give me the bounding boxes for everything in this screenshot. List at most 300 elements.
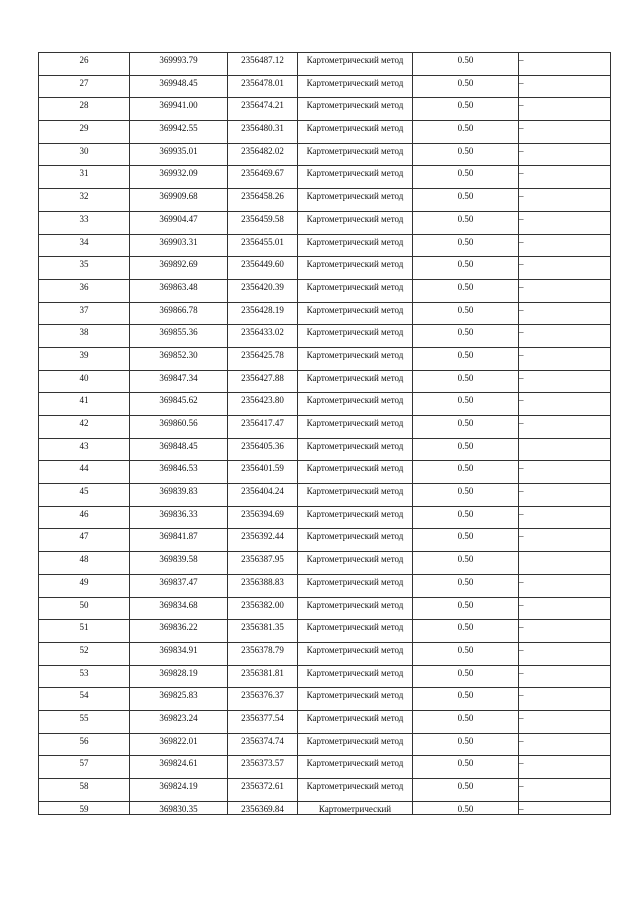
point-number-cell-text: 36	[79, 281, 89, 292]
table-row	[39, 143, 611, 166]
method-cell-text: Картометрический метод	[306, 599, 404, 610]
accuracy-cell	[413, 166, 519, 189]
x-coordinate-cell-text: 369834.91	[159, 644, 198, 655]
method-cell	[298, 642, 413, 665]
note-cell-text: –	[519, 599, 524, 610]
x-coordinate-cell	[130, 574, 228, 597]
point-number-cell-text: 26	[79, 55, 89, 65]
x-coordinate-cell	[130, 325, 228, 348]
point-number-cell-text: 58	[79, 781, 89, 791]
method-cell	[298, 438, 413, 461]
x-coordinate-cell-text: 369845.62	[159, 395, 198, 406]
note-cell	[519, 370, 611, 393]
y-coordinate-cell-text: 2356376.37	[241, 690, 284, 701]
y-coordinate-cell	[228, 484, 298, 507]
y-coordinate-cell	[228, 665, 298, 688]
accuracy-cell	[413, 574, 519, 597]
accuracy-cell-text: 0.50	[457, 418, 474, 428]
x-coordinate-cell	[130, 75, 228, 98]
accuracy-cell	[413, 484, 519, 507]
method-cell	[298, 166, 413, 189]
accuracy-cell	[413, 189, 519, 212]
table-row	[39, 710, 611, 733]
point-number-cell	[39, 574, 130, 597]
y-coordinate-cell-text: 2356381.81	[241, 667, 284, 678]
accuracy-cell-text: 0.50	[457, 304, 474, 315]
note-cell-text: –	[519, 395, 524, 406]
y-coordinate-cell	[228, 552, 298, 575]
x-coordinate-cell	[130, 506, 228, 529]
accuracy-cell	[413, 779, 519, 802]
method-cell-text: Картометрический метод	[306, 191, 404, 202]
accuracy-cell-text: 0.50	[457, 599, 474, 610]
method-cell	[298, 416, 413, 439]
x-coordinate-cell-text: 369822.01	[159, 735, 198, 746]
x-coordinate-cell-text: 369824.19	[159, 781, 198, 791]
note-cell-text: –	[519, 55, 524, 65]
point-number-cell-text: 39	[79, 349, 89, 360]
x-coordinate-cell	[130, 801, 228, 814]
point-number-cell	[39, 166, 130, 189]
y-coordinate-cell	[228, 121, 298, 144]
x-coordinate-cell	[130, 484, 228, 507]
accuracy-cell-text: 0.50	[457, 803, 474, 814]
method-cell-text: Картометрический метод	[306, 349, 404, 360]
accuracy-cell	[413, 506, 519, 529]
y-coordinate-cell	[228, 710, 298, 733]
accuracy-cell-text: 0.50	[457, 123, 474, 134]
x-coordinate-cell	[130, 416, 228, 439]
point-number-cell-text: 45	[79, 486, 89, 497]
accuracy-cell	[413, 370, 519, 393]
x-coordinate-cell	[130, 211, 228, 234]
x-coordinate-cell-text: 369830.35	[159, 803, 198, 814]
y-coordinate-cell	[228, 597, 298, 620]
method-cell	[298, 688, 413, 711]
method-cell-text: Картометрический метод	[306, 531, 404, 542]
y-coordinate-cell	[228, 257, 298, 280]
note-cell-text	[519, 439, 610, 441]
x-coordinate-cell	[130, 779, 228, 802]
x-coordinate-cell	[130, 733, 228, 756]
x-coordinate-cell-text: 369852.30	[159, 349, 198, 360]
point-number-cell	[39, 779, 130, 802]
note-cell-text: –	[519, 191, 524, 202]
accuracy-cell-text: 0.50	[457, 554, 474, 565]
x-coordinate-cell-text: 369941.00	[159, 100, 198, 111]
point-number-cell	[39, 143, 130, 166]
point-number-cell	[39, 461, 130, 484]
accuracy-cell-text: 0.50	[457, 372, 474, 383]
table-row	[39, 642, 611, 665]
note-cell	[519, 688, 611, 711]
y-coordinate-cell	[228, 438, 298, 461]
method-cell-text: Картометрический метод	[306, 55, 404, 65]
table-row	[39, 370, 611, 393]
accuracy-cell	[413, 416, 519, 439]
x-coordinate-cell	[130, 529, 228, 552]
y-coordinate-cell	[228, 189, 298, 212]
method-cell	[298, 257, 413, 280]
note-cell-text: –	[519, 486, 524, 497]
note-cell	[519, 98, 611, 121]
x-coordinate-cell	[130, 121, 228, 144]
point-number-cell-text: 57	[79, 758, 89, 769]
y-coordinate-cell	[228, 574, 298, 597]
point-number-cell	[39, 529, 130, 552]
table-row	[39, 801, 611, 814]
x-coordinate-cell-text: 369909.68	[159, 191, 198, 202]
note-cell	[519, 710, 611, 733]
accuracy-cell	[413, 393, 519, 416]
y-coordinate-cell-text: 2356458.26	[241, 191, 284, 202]
table-row	[39, 347, 611, 370]
y-coordinate-cell-text: 2356433.02	[241, 327, 284, 338]
y-coordinate-cell-text: 2356478.01	[241, 77, 284, 88]
method-cell-text: Картометрический метод	[306, 304, 404, 315]
x-coordinate-cell-text: 369932.09	[159, 168, 198, 179]
y-coordinate-cell-text: 2356377.54	[241, 712, 284, 723]
x-coordinate-cell-text: 369839.58	[159, 554, 198, 565]
note-cell-text: –	[519, 100, 524, 111]
accuracy-cell-text: 0.50	[457, 735, 474, 746]
note-cell	[519, 779, 611, 802]
note-cell	[519, 393, 611, 416]
y-coordinate-cell-text: 2356372.61	[241, 781, 284, 791]
x-coordinate-cell-text: 369836.33	[159, 508, 198, 519]
method-cell-text: Картометрический метод	[306, 486, 404, 497]
point-number-cell	[39, 75, 130, 98]
point-number-cell-text: 46	[79, 508, 89, 519]
note-cell	[519, 665, 611, 688]
y-coordinate-cell	[228, 461, 298, 484]
point-number-cell	[39, 665, 130, 688]
accuracy-cell-text: 0.50	[457, 690, 474, 701]
accuracy-cell-text: 0.50	[457, 508, 474, 519]
note-cell-text: –	[519, 145, 524, 156]
method-cell-text: Картометрический метод	[306, 259, 404, 270]
table-row	[39, 325, 611, 348]
method-cell-text: Картометрический метод	[306, 781, 404, 791]
method-cell	[298, 143, 413, 166]
accuracy-cell	[413, 257, 519, 280]
y-coordinate-cell-text: 2356428.19	[241, 304, 284, 315]
table-row	[39, 416, 611, 439]
note-cell	[519, 756, 611, 779]
method-cell-text: Картометрический метод	[306, 440, 404, 451]
y-coordinate-cell	[228, 370, 298, 393]
method-cell-text: Картометрический метод	[306, 690, 404, 701]
y-coordinate-cell	[228, 642, 298, 665]
x-coordinate-cell	[130, 370, 228, 393]
y-coordinate-cell	[228, 779, 298, 802]
note-cell-text: –	[519, 259, 524, 270]
method-cell-text: Картометрический метод	[306, 576, 404, 587]
x-coordinate-cell	[130, 143, 228, 166]
method-cell-text: Картометрический метод	[306, 145, 404, 156]
table-row	[39, 75, 611, 98]
note-cell-text: –	[519, 327, 524, 338]
method-cell	[298, 75, 413, 98]
accuracy-cell-text: 0.50	[457, 781, 474, 791]
x-coordinate-cell-text: 369836.22	[159, 622, 198, 633]
y-coordinate-cell-text: 2356480.31	[241, 123, 284, 134]
method-cell	[298, 756, 413, 779]
method-cell-text: Картометрический метод	[306, 418, 404, 428]
point-number-cell	[39, 506, 130, 529]
note-cell-text: –	[519, 168, 524, 179]
method-cell-text: Картометрический метод	[306, 463, 404, 474]
x-coordinate-cell-text: 369825.83	[159, 690, 198, 701]
accuracy-cell-text: 0.50	[457, 463, 474, 474]
accuracy-cell-text: 0.50	[457, 758, 474, 769]
note-cell	[519, 529, 611, 552]
point-number-cell	[39, 279, 130, 302]
table-row	[39, 688, 611, 711]
method-cell	[298, 234, 413, 257]
point-number-cell-text: 33	[79, 213, 89, 224]
point-number-cell	[39, 234, 130, 257]
accuracy-cell-text: 0.50	[457, 236, 474, 247]
note-cell-text: –	[519, 690, 524, 701]
accuracy-cell-text: 0.50	[457, 77, 474, 88]
point-number-cell-text: 50	[79, 599, 89, 610]
point-number-cell	[39, 733, 130, 756]
y-coordinate-cell	[228, 347, 298, 370]
point-number-cell	[39, 53, 130, 76]
table-row	[39, 211, 611, 234]
note-cell	[519, 642, 611, 665]
table-row	[39, 620, 611, 643]
y-coordinate-cell-text: 2356482.02	[241, 145, 284, 156]
point-number-cell-text: 54	[79, 690, 89, 701]
note-cell	[519, 438, 611, 461]
point-number-cell-text: 55	[79, 712, 89, 723]
method-cell-text: Картометрический метод	[306, 508, 404, 519]
method-cell-text: Картометрический метод	[306, 236, 404, 247]
table-row	[39, 484, 611, 507]
method-cell	[298, 393, 413, 416]
point-number-cell	[39, 189, 130, 212]
method-cell	[298, 189, 413, 212]
x-coordinate-cell	[130, 189, 228, 212]
x-coordinate-cell-text: 369948.45	[159, 77, 198, 88]
accuracy-cell	[413, 438, 519, 461]
point-number-cell	[39, 302, 130, 325]
method-cell	[298, 325, 413, 348]
method-cell	[298, 279, 413, 302]
table-row	[39, 597, 611, 620]
x-coordinate-cell-text: 369847.34	[159, 372, 198, 383]
point-number-cell-text: 34	[79, 236, 89, 247]
note-cell	[519, 121, 611, 144]
x-coordinate-cell	[130, 279, 228, 302]
accuracy-cell-text: 0.50	[457, 667, 474, 678]
y-coordinate-cell	[228, 733, 298, 756]
accuracy-cell-text: 0.50	[457, 100, 474, 111]
method-cell	[298, 665, 413, 688]
point-number-cell-text: 56	[79, 735, 89, 746]
note-cell	[519, 325, 611, 348]
note-cell	[519, 234, 611, 257]
point-number-cell-text: 49	[79, 576, 89, 587]
y-coordinate-cell-text: 2356382.00	[241, 599, 284, 610]
x-coordinate-cell-text: 369942.55	[159, 123, 198, 134]
y-coordinate-cell-text: 2356381.35	[241, 622, 284, 633]
x-coordinate-cell-text: 369839.83	[159, 486, 198, 497]
accuracy-cell	[413, 234, 519, 257]
note-cell	[519, 552, 611, 575]
point-number-cell-text: 31	[79, 168, 89, 179]
x-coordinate-cell-text: 369823.24	[159, 712, 198, 723]
method-cell-text: Картометрический метод	[306, 281, 404, 292]
y-coordinate-cell	[228, 688, 298, 711]
accuracy-cell	[413, 121, 519, 144]
y-coordinate-cell	[228, 620, 298, 643]
x-coordinate-cell-text: 369935.01	[159, 145, 198, 156]
accuracy-cell	[413, 98, 519, 121]
note-cell	[519, 211, 611, 234]
method-cell	[298, 779, 413, 802]
y-coordinate-cell-text: 2356401.59	[241, 463, 284, 474]
y-coordinate-cell	[228, 98, 298, 121]
point-number-cell	[39, 325, 130, 348]
method-cell-text: Картометрический метод	[306, 667, 404, 678]
method-cell	[298, 53, 413, 76]
note-cell-text: –	[519, 712, 524, 723]
y-coordinate-cell	[228, 416, 298, 439]
accuracy-cell	[413, 665, 519, 688]
note-cell-text: –	[519, 622, 524, 633]
table-row	[39, 461, 611, 484]
note-cell-text	[519, 552, 610, 554]
note-cell	[519, 302, 611, 325]
table-row	[39, 302, 611, 325]
method-cell	[298, 529, 413, 552]
y-coordinate-cell-text: 2356374.74	[241, 735, 284, 746]
note-cell-text: –	[519, 803, 524, 814]
method-cell-text: Картометрический метод	[306, 395, 404, 406]
point-number-cell-text: 51	[79, 622, 89, 633]
x-coordinate-cell	[130, 597, 228, 620]
point-number-cell-text: 37	[79, 304, 89, 315]
x-coordinate-cell-text: 369892.69	[159, 259, 198, 270]
x-coordinate-cell	[130, 710, 228, 733]
x-coordinate-cell	[130, 53, 228, 76]
point-number-cell-text: 27	[79, 77, 89, 88]
point-number-cell-text: 44	[79, 463, 89, 474]
x-coordinate-cell-text: 369841.87	[159, 531, 198, 542]
method-cell	[298, 98, 413, 121]
accuracy-cell	[413, 347, 519, 370]
y-coordinate-cell-text: 2356425.78	[241, 349, 284, 360]
accuracy-cell-text: 0.50	[457, 191, 474, 202]
method-cell	[298, 801, 413, 814]
accuracy-cell	[413, 597, 519, 620]
note-cell	[519, 461, 611, 484]
note-cell	[519, 166, 611, 189]
point-number-cell	[39, 370, 130, 393]
x-coordinate-cell-text: 369860.56	[159, 418, 198, 428]
note-cell-text: –	[519, 213, 524, 224]
x-coordinate-cell	[130, 461, 228, 484]
note-cell-text: –	[519, 781, 524, 791]
accuracy-cell	[413, 211, 519, 234]
accuracy-cell	[413, 710, 519, 733]
method-cell-text: Картометрический	[318, 803, 392, 814]
x-coordinate-cell	[130, 665, 228, 688]
accuracy-cell	[413, 642, 519, 665]
y-coordinate-cell-text: 2356394.69	[241, 508, 284, 519]
note-cell	[519, 574, 611, 597]
point-number-cell-text: 43	[79, 440, 89, 451]
method-cell	[298, 552, 413, 575]
note-cell-text: –	[519, 644, 524, 655]
note-cell-text: –	[519, 758, 524, 769]
x-coordinate-cell	[130, 347, 228, 370]
method-cell-text: Картометрический метод	[306, 644, 404, 655]
point-number-cell	[39, 98, 130, 121]
point-number-cell	[39, 688, 130, 711]
note-cell-text: –	[519, 236, 524, 247]
method-cell-text: Картометрический метод	[306, 372, 404, 383]
y-coordinate-cell-text: 2356469.67	[241, 168, 284, 179]
table-row	[39, 529, 611, 552]
point-number-cell	[39, 121, 130, 144]
table-row	[39, 756, 611, 779]
method-cell-text: Картометрический метод	[306, 327, 404, 338]
point-number-cell-text: 38	[79, 327, 89, 338]
accuracy-cell-text: 0.50	[457, 349, 474, 360]
x-coordinate-cell-text: 369993.79	[159, 55, 198, 65]
point-number-cell	[39, 257, 130, 280]
accuracy-cell	[413, 620, 519, 643]
y-coordinate-cell	[228, 393, 298, 416]
x-coordinate-cell-text: 369837.47	[159, 576, 198, 587]
x-coordinate-cell-text: 369903.31	[159, 236, 198, 247]
y-coordinate-cell	[228, 234, 298, 257]
y-coordinate-cell	[228, 529, 298, 552]
point-number-cell	[39, 642, 130, 665]
x-coordinate-cell	[130, 302, 228, 325]
point-number-cell	[39, 484, 130, 507]
y-coordinate-cell-text: 2356373.57	[241, 758, 284, 769]
table-row	[39, 552, 611, 575]
method-cell-text: Картометрический метод	[306, 554, 404, 565]
coordinates-table	[38, 52, 611, 815]
x-coordinate-cell	[130, 688, 228, 711]
y-coordinate-cell-text: 2356487.12	[241, 55, 284, 65]
table-row	[39, 438, 611, 461]
x-coordinate-cell-text: 369828.19	[159, 667, 198, 678]
note-cell	[519, 189, 611, 212]
accuracy-cell	[413, 325, 519, 348]
note-cell-text: –	[519, 463, 524, 474]
table-row	[39, 279, 611, 302]
note-cell	[519, 733, 611, 756]
table-row	[39, 166, 611, 189]
method-cell	[298, 506, 413, 529]
x-coordinate-cell	[130, 756, 228, 779]
method-cell	[298, 710, 413, 733]
point-number-cell	[39, 416, 130, 439]
point-number-cell	[39, 597, 130, 620]
accuracy-cell	[413, 279, 519, 302]
accuracy-cell-text: 0.50	[457, 55, 474, 65]
accuracy-cell-text: 0.50	[457, 395, 474, 406]
note-cell	[519, 597, 611, 620]
accuracy-cell-text: 0.50	[457, 644, 474, 655]
